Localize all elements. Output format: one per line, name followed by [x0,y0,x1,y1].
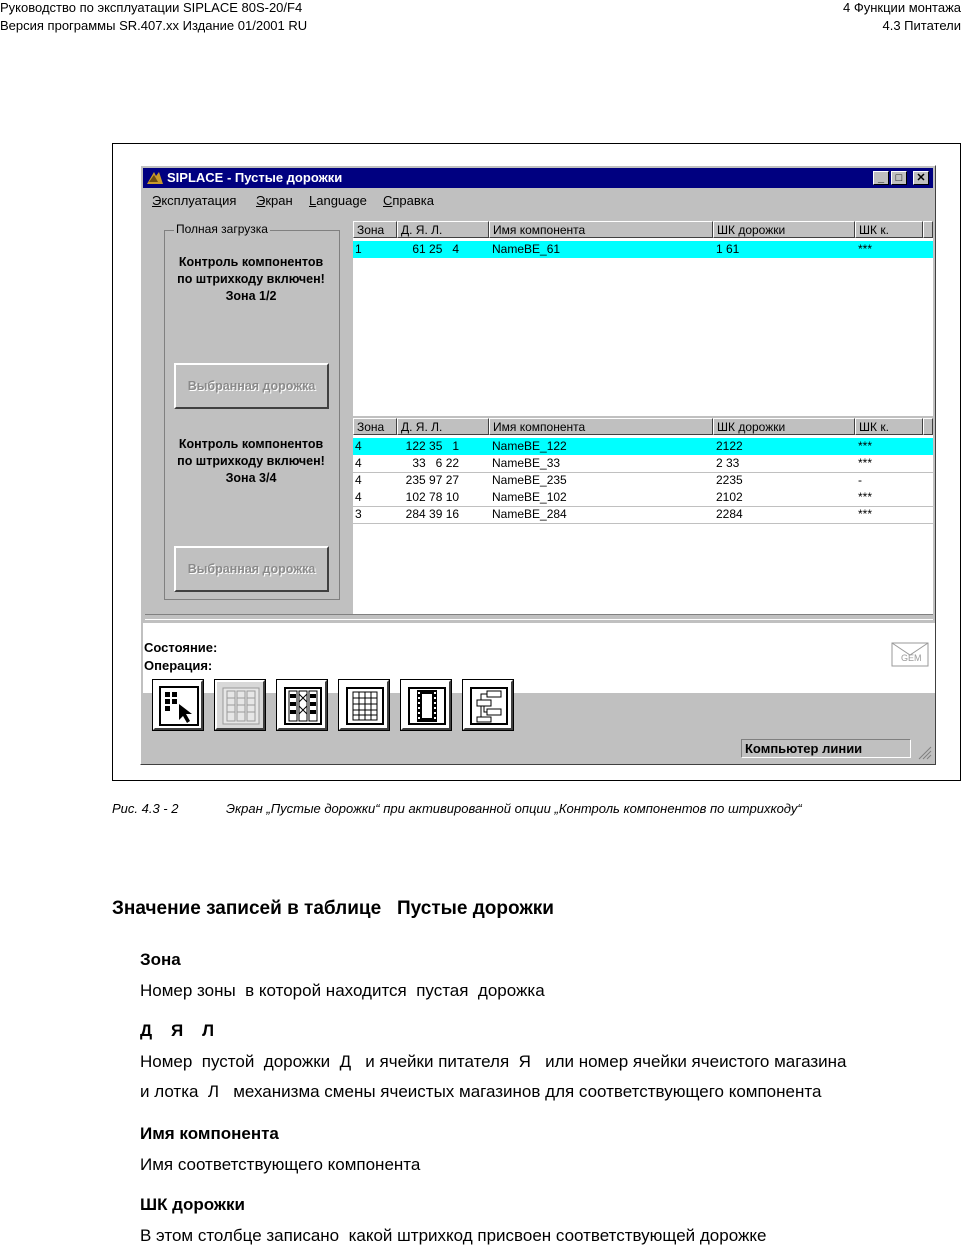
term-zone: Зона [140,950,181,969]
barcode-control-text-zone12: Контроль компонентов по штрихкоду включен! Зона 1/2 [177,255,325,303]
cell-barcode: 2235 [716,473,743,487]
select-tool-button[interactable] [153,680,203,730]
cell-barcode: 2284 [716,507,743,521]
cell-dyl: 235 97 27 [399,473,460,487]
siplace-window [140,165,936,765]
selected-track-button-2[interactable]: Выбранная дорожка [174,546,329,592]
cell-bk: *** [858,490,873,504]
col-component-name[interactable]: Имя компонента [489,221,713,238]
def-dyl-line2: и лотка Л механизма смены ячеистых магазинов для соответствующего компонента [140,1082,822,1101]
cell-name: NameBE_33 [492,456,561,470]
cell-name: NameBE_61 [492,242,561,256]
col-filler [923,221,933,238]
figure-caption: Экран „Пустые дорожки“ при активированной опции „Контроль компонентов по штрихкоду“ [226,801,802,816]
feeder-grid-disabled-icon [221,686,261,726]
window-title: SIPLACE - Пустые дорожки [167,170,343,185]
empty-tracks-table-2 [353,418,933,614]
close-button[interactable] [913,171,929,185]
title-bar[interactable] [143,168,933,188]
menu-screen[interactable]: Экран [256,193,293,208]
feeder-x-view-button[interactable] [277,680,327,730]
gem-label: GEM [901,653,922,663]
siplace-app-icon [146,170,164,186]
col-track-barcode[interactable]: ШК дорожки [713,418,855,435]
cell-zone: 1 [355,242,362,256]
section-title: Значение записей в таблице Пустые дорожки [112,898,554,919]
feeder-view-button[interactable] [215,680,265,730]
col-dyl[interactable]: Д. Я. Л. [397,221,489,238]
full-load-label: Полная загрузка [176,222,268,236]
close-icon: ✕ [916,172,926,184]
tree-view-button[interactable] [463,680,513,730]
term-track-barcode: ШК дорожки [140,1195,245,1214]
cell-zone: 4 [355,456,362,470]
table-row[interactable] [353,241,933,258]
minimize-button[interactable] [873,171,889,185]
tree-icon [469,686,509,726]
table-header [353,221,933,238]
doc-header-chapter: 4 Функции монтажа [843,0,961,15]
table-row[interactable] [353,455,933,473]
cell-name: NameBE_122 [492,439,567,453]
col-track-barcode[interactable]: ШК дорожки [713,221,855,238]
left-panel [144,216,348,602]
term-component-name: Имя компонента [140,1124,279,1143]
col-component-barcode[interactable]: ШК к. [855,418,923,435]
col-component-name[interactable]: Имя компонента [489,418,713,435]
def-zone: Номер зоны в которой находится пустая дорожка [140,981,545,1000]
grid-view-button[interactable] [339,680,389,730]
cell-bk: *** [858,242,873,256]
cell-dyl: 33 6 22 [399,456,460,470]
menu-language[interactable]: Language [309,193,367,208]
term-dyl: Д Я Л [140,1021,215,1040]
cell-barcode: 2102 [716,490,743,504]
cell-barcode: 2122 [716,439,743,453]
col-dyl[interactable]: Д. Я. Л. [397,418,489,435]
maximize-button[interactable] [891,171,907,185]
line-computer-status: Компьютер линии [741,739,911,758]
table-row[interactable] [353,489,933,507]
table-row[interactable] [353,472,933,489]
cell-dyl: 122 35 1 [399,439,460,453]
feeder-x-grid-icon [283,686,323,726]
cell-zone: 3 [355,507,362,521]
cell-bk: *** [858,456,873,470]
minimize-icon: _ [877,172,885,184]
empty-tracks-table-1 [353,221,933,416]
menu-bar [143,191,933,211]
barcode-control-text-zone34: Контроль компонентов по штрихкоду включен! Зона 3/4 [177,437,325,485]
film-strip-icon [407,686,447,726]
cell-zone: 4 [355,490,362,504]
col-filler [923,418,933,435]
def-dyl-line1: Номер пустой дорожки Д и ячейки питателя Я или номер ячейки ячеистого магазина [140,1052,847,1071]
cell-name: NameBE_102 [492,490,567,504]
cell-dyl: 61 25 4 [399,242,460,256]
cell-bk: *** [858,439,873,453]
cell-barcode: 1 61 [716,242,740,256]
select-cursor-icon [159,686,199,726]
def-component-name: Имя соответствующего компонента [140,1155,421,1174]
def-track-barcode: В этом столбце записано какой штрихкод присвоен соответствующей дорожке [140,1226,767,1245]
cell-dyl: 284 39 16 [399,507,460,521]
table-row[interactable] [353,438,933,455]
cell-bk: - [858,473,862,487]
state-label: Состояние: [144,640,218,655]
operation-label: Операция: [144,658,213,673]
menu-operation[interactable]: Эксплуатация [152,193,237,208]
menu-help[interactable]: Справка [383,193,434,208]
selected-track-button-1[interactable]: Выбранная дорожка [174,363,329,409]
table-row[interactable] [353,506,933,524]
resize-grip-icon[interactable] [918,746,932,760]
doc-header-version: Версия программы SR.407.xx Издание 01/2001 RU [0,18,308,33]
doc-header-section: 4.3 Питатели [882,18,961,33]
doc-header-title: Руководство по эксплуатации SIPLACE 80S-20/F4 [0,0,303,15]
cell-name: NameBE_284 [492,507,567,521]
col-zone[interactable]: Зона [353,418,397,435]
magazine-view-button[interactable] [401,680,451,730]
col-component-barcode[interactable]: ШК к. [855,221,923,238]
cell-bk: *** [858,507,873,521]
gem-icon [891,637,929,667]
grid-icon [345,686,385,726]
maximize-icon: □ [895,172,903,184]
cell-dyl: 102 78 10 [399,490,460,504]
cell-zone: 4 [355,439,362,453]
horizontal-scrollbar[interactable] [145,614,933,620]
table-header [353,418,933,435]
col-zone[interactable]: Зона [353,221,397,238]
cell-name: NameBE_235 [492,473,567,487]
figure-label: Рис. 4.3 - 2 [112,801,179,816]
cell-zone: 4 [355,473,362,487]
cell-barcode: 2 33 [716,456,740,470]
